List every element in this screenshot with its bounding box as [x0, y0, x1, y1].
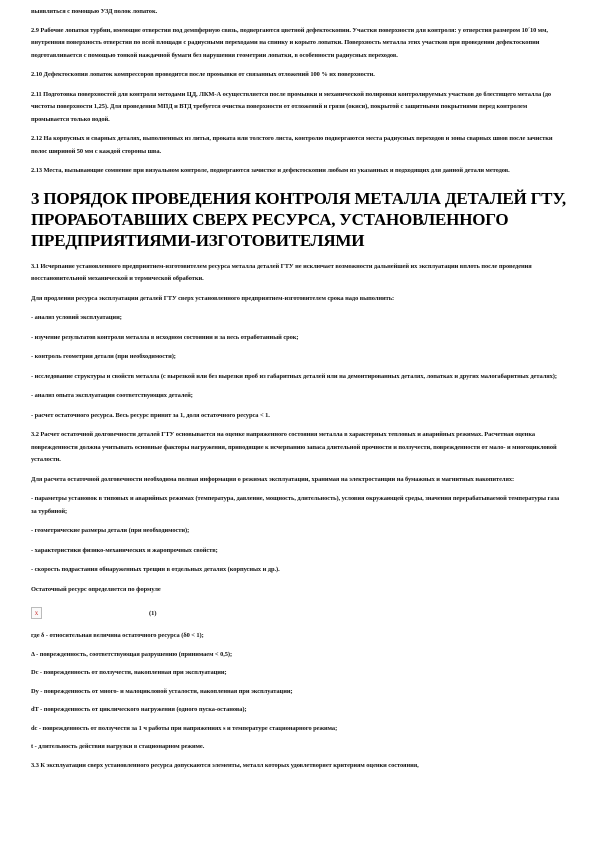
definition-item: где δ - относительная величина остаточного ресурса (δ0 < 1);	[31, 632, 204, 639]
paragraph-2-10: 2.10 Дефектоскопия лопаток компрессоров проводится после промывки от связанных отложений 100 % их поверхности.	[31, 71, 375, 78]
list-item: - контроль геометрии детали (при необходимости);	[31, 353, 176, 360]
paragraph-2-11: 2.11 Подготовка поверхностей для контроля методами ЦД, ЛКМ-А осуществляется после промывки и механической полировки контролируемых участков до блестящего металла (до чистоты поверхности 1,25). Для проведения МПД и ВТД требуется очистка поверхности от отложений и грязи (окиси), покрытой с защитными покрытиями перед контролем промывается только водой.	[31, 90, 552, 123]
list-item: - изучение результатов контроля металла в исходном состоянии и за весь отработанный срок;	[31, 333, 299, 341]
paragraph: выявляться с помощью УЗД полок лопаток.	[31, 8, 158, 15]
list-item: - параметры установок в типовых и аварийных режимах (температура, давление, мощность, длительность), условия окружающей среды, значения перерабатываемой температуры газа за турбиной;	[31, 495, 560, 515]
document-body	[31, 6, 566, 778]
definition-item: Δ - поврежденность, соответствующая разрушению (принимаем < 0,5);	[31, 650, 233, 658]
list-item: - анализ опыта эксплуатации соответствующих деталей;	[31, 392, 193, 399]
definition-item: Dc - поврежденность от ползучести, накопленная при эксплуатации;	[31, 669, 227, 676]
paragraph-3-2: 3.2 Расчет остаточной долговечности деталей ГТУ основывается на оценке напряженного состояния металла в характерных тепловых и аварийных режимах. Расчетная оценка поврежденности должна учитывать основные факторы нагружения, приводящие к исчерпанию запаса длительной прочности и ползучести, поврежденности от мало- и многоцикловой усталости.	[31, 431, 557, 463]
formula-number: (1)	[149, 609, 157, 617]
paragraph-3-3: 3.3 К эксплуатации сверх установленного ресурса допускаются элементы, металл которых удовлетворяет критериям оценки состояния,	[31, 761, 419, 769]
list-item: - исследование структуры и свойств металла (с вырезкой или без вырезки проб из габаритных деталей или на демонтированных деталях, лопатках и других малогабаритных деталях);	[31, 372, 557, 380]
list-item: - расчет остаточного ресурса. Весь ресурс принят за 1, доля остаточного ресурса < 1.	[31, 411, 270, 419]
paragraph: Для продления ресурса эксплуатации деталей ГТУ сверх установленного предприятием-изготовителем срока надо выполнить:	[31, 294, 395, 302]
paragraph: Остаточный ресурс определяется по формуле	[31, 585, 161, 593]
definition-item: Dy - поврежденность от много- и малоцикловой усталости, накопленная при эксплуатации;	[31, 687, 293, 695]
paragraph-2-12: 2.12 На корпусных и сварных деталях, выполненных из литья, проката или толстого листа, контролю подвергаются места радиусных переходов и зоны сварных швов после зачистки полос шириной 50 мм с каждой стороны шва.	[31, 135, 553, 155]
paragraph: Для расчета остаточной долговечности необходима полная информация о режимах эксплуатации, хранимая на электростанции на бумажных и магнитных накопителях:	[31, 475, 515, 483]
paragraph-2-9: 2.9 Рабочие лопатки турбин, имеющие отверстия под демпферную связь, подвергаются цветной дефектоскопии. Участки поверхности для контроля: у отверстия размером 10´10 мм, внутренняя поверхность отверстия по всей площади с радиусными переходами на спинку и корыто лопатки. Поверхность металла этих участков при проведении дефектоскопии подготавливается с помощью тонкой наждачной бумаги без нарушения геометрии лопатки, в особенности радиусных переходов.	[31, 26, 548, 59]
paragraph-2-13: 2.13 Места, вызывающие сомнение при визуальном контроле, подвергаются зачистке и дефектоскопии любым из указанных и подходящих для данной детали методов.	[31, 167, 510, 174]
list-item: - скорость подрастания обнаруженных трещин в отдельных деталях (корпусных и др.).	[31, 566, 280, 573]
definition-item: dT - поврежденность от циклического нагружения (одного пуска-останова);	[31, 706, 247, 713]
list-item: - геометрические размеры детали (при необходимости);	[31, 527, 190, 534]
definition-item: t - длительность действия нагрузки в стационарном режиме.	[31, 743, 205, 750]
broken-image-icon: x	[31, 607, 42, 619]
list-item: - анализ условий эксплуатации;	[31, 314, 122, 321]
section-heading: 3 ПОРЯДОК ПРОВЕДЕНИЯ КОНТРОЛЯ МЕТАЛЛА ДЕТАЛЕЙ ГТУ, ПРОРАБОТАВШИХ СВЕРХ РЕСУРСА, УСТАНОВЛЕННОГО ПРЕДПРИЯТИЯМИ-ИЗГОТОВИТЕЛЯМИ	[31, 188, 566, 250]
list-item: - характеристики физико-механических и жаропрочных свойств;	[31, 546, 218, 554]
definition-item: dc - поврежденность от ползучести за 1 ч работы при напряжениях s и температуре стационарного режима;	[31, 724, 338, 732]
paragraph-3-1: 3.1 Исчерпание установленного предприятием-изготовителем ресурса металла деталей ГТУ не исключает возможности дальнейшей их эксплуатации вплоть после проведения восстановительной механической и термической обработки.	[31, 262, 532, 282]
formula-row	[31, 602, 566, 624]
